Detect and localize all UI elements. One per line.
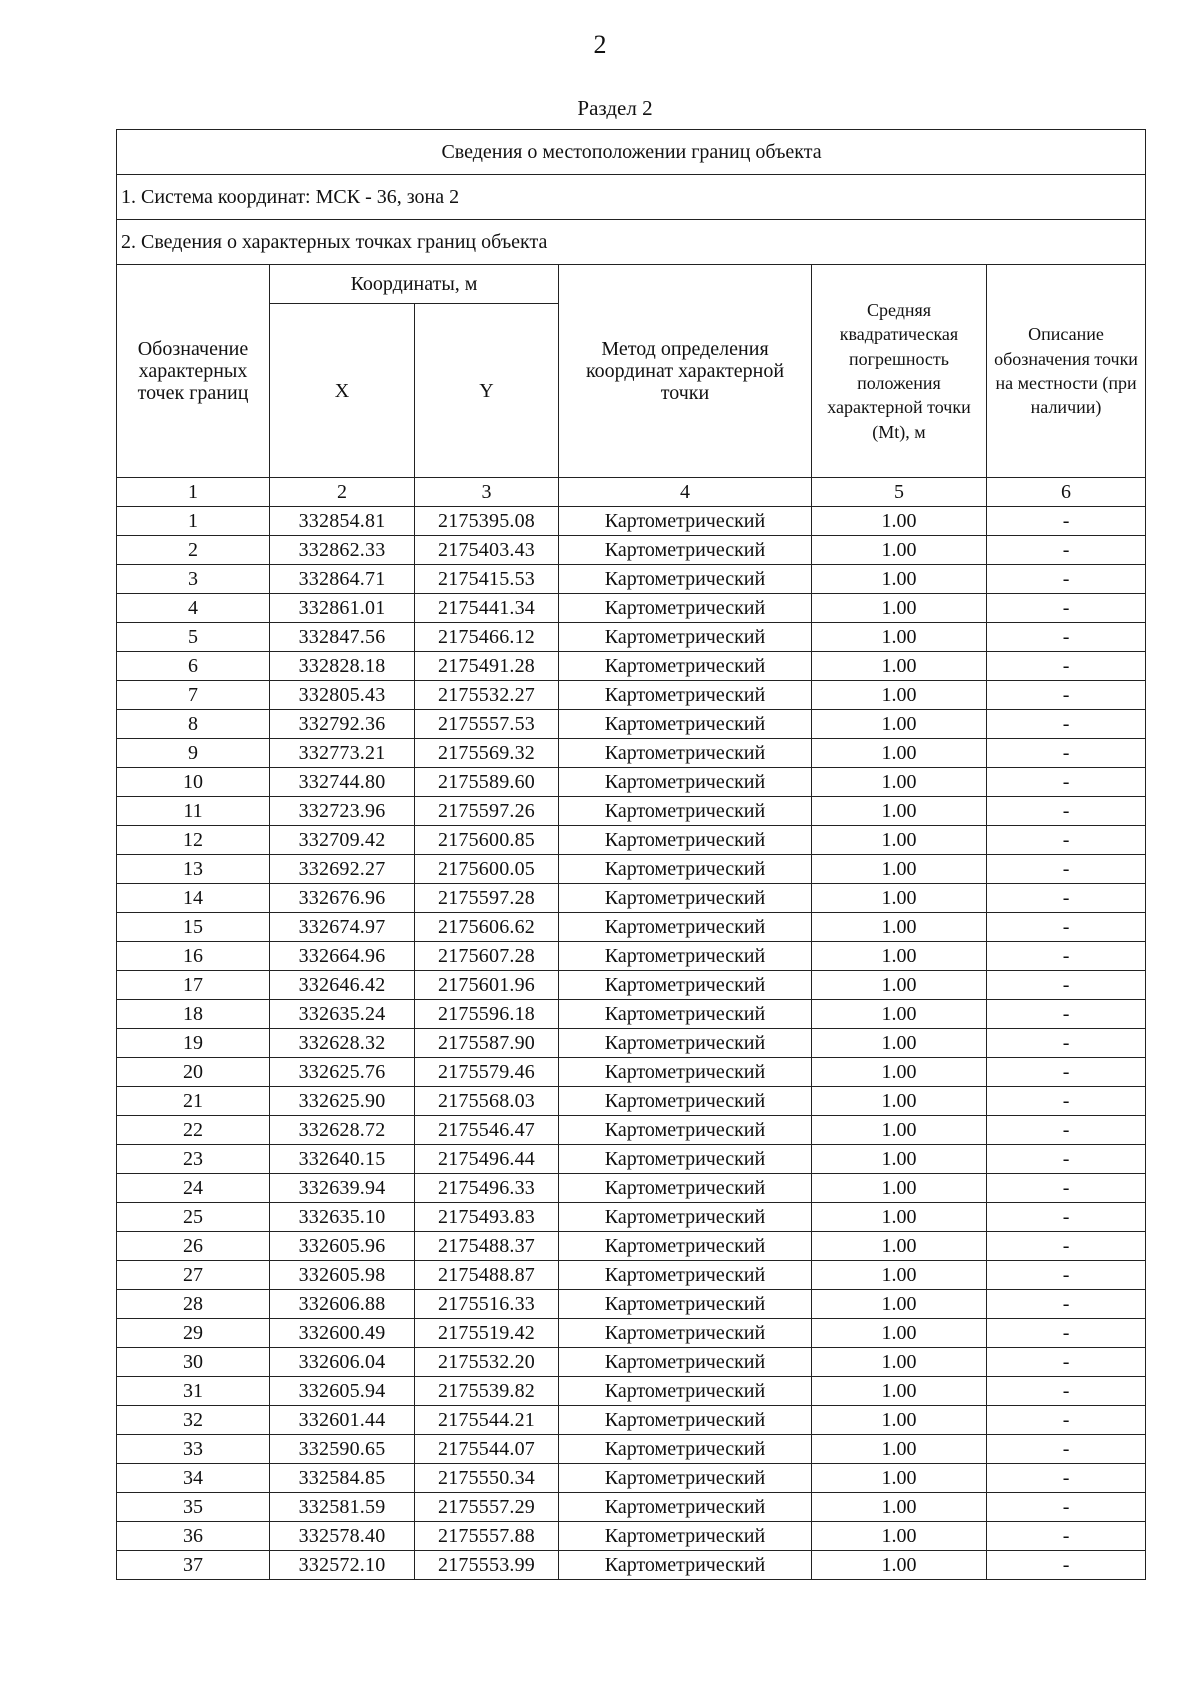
table-row <box>117 710 1146 739</box>
coordinate-y: 2175568.03 <box>415 1087 559 1116</box>
accuracy-cell: 1.00 <box>812 1551 987 1580</box>
accuracy-cell: 1.00 <box>812 1174 987 1203</box>
coordinate-x: 332578.40 <box>270 1522 415 1551</box>
description-cell: - <box>987 1522 1146 1551</box>
coordinate-x: 332692.27 <box>270 855 415 884</box>
table-row <box>117 1058 1146 1087</box>
coordinate-y: 2175606.62 <box>415 913 559 942</box>
table-row <box>117 1174 1146 1203</box>
table-row <box>117 1203 1146 1232</box>
point-number: 4 <box>117 594 270 623</box>
method-cell: Картометрический <box>559 652 812 681</box>
accuracy-cell: 1.00 <box>812 913 987 942</box>
coordinate-y: 2175589.60 <box>415 768 559 797</box>
method-cell: Картометрический <box>559 594 812 623</box>
table-row <box>117 1319 1146 1348</box>
description-cell: - <box>987 797 1146 826</box>
point-number: 31 <box>117 1377 270 1406</box>
accuracy-cell: 1.00 <box>812 1145 987 1174</box>
description-cell: - <box>987 739 1146 768</box>
point-number: 10 <box>117 768 270 797</box>
description-cell: - <box>987 1348 1146 1377</box>
method-cell: Картометрический <box>559 1029 812 1058</box>
accuracy-cell: 1.00 <box>812 1029 987 1058</box>
boundary-points-table <box>116 129 1146 1580</box>
method-cell: Картометрический <box>559 1058 812 1087</box>
coordinate-x: 332581.59 <box>270 1493 415 1522</box>
point-number: 36 <box>117 1522 270 1551</box>
coordinate-y: 2175544.21 <box>415 1406 559 1435</box>
coordinate-y: 2175546.47 <box>415 1116 559 1145</box>
description-cell: - <box>987 623 1146 652</box>
coordinate-y: 2175519.42 <box>415 1319 559 1348</box>
coordinate-y: 2175415.53 <box>415 565 559 594</box>
accuracy-cell: 1.00 <box>812 681 987 710</box>
method-cell: Картометрический <box>559 623 812 652</box>
accuracy-cell: 1.00 <box>812 594 987 623</box>
point-number: 24 <box>117 1174 270 1203</box>
method-cell: Картометрический <box>559 1000 812 1029</box>
accuracy-cell: 1.00 <box>812 797 987 826</box>
accuracy-cell: 1.00 <box>812 1435 987 1464</box>
accuracy-cell: 1.00 <box>812 1464 987 1493</box>
accuracy-cell: 1.00 <box>812 507 987 536</box>
method-cell: Картометрический <box>559 536 812 565</box>
coordinate-x: 332601.44 <box>270 1406 415 1435</box>
method-cell: Картометрический <box>559 1232 812 1261</box>
coordinate-y: 2175544.07 <box>415 1435 559 1464</box>
table-title-row <box>117 130 1146 175</box>
description-cell: - <box>987 1145 1146 1174</box>
header-row-1 <box>117 265 1146 304</box>
coordinate-x: 332792.36 <box>270 710 415 739</box>
table-row <box>117 739 1146 768</box>
table-title: Сведения о местоположении границ объекта <box>117 130 1146 175</box>
description-cell: - <box>987 1493 1146 1522</box>
accuracy-cell: 1.00 <box>812 884 987 913</box>
description-cell: - <box>987 507 1146 536</box>
point-number: 13 <box>117 855 270 884</box>
header-y: Y <box>415 304 559 478</box>
description-cell: - <box>987 1029 1146 1058</box>
coordinate-x: 332773.21 <box>270 739 415 768</box>
coordinate-x: 332864.71 <box>270 565 415 594</box>
coordinate-y: 2175601.96 <box>415 971 559 1000</box>
point-number: 17 <box>117 971 270 1000</box>
coordinate-y: 2175532.20 <box>415 1348 559 1377</box>
accuracy-cell: 1.00 <box>812 1000 987 1029</box>
method-cell: Картометрический <box>559 1174 812 1203</box>
method-cell: Картометрический <box>559 1319 812 1348</box>
coordinate-x: 332572.10 <box>270 1551 415 1580</box>
accuracy-cell: 1.00 <box>812 623 987 652</box>
method-cell: Картометрический <box>559 1087 812 1116</box>
accuracy-cell: 1.00 <box>812 739 987 768</box>
accuracy-cell: 1.00 <box>812 1058 987 1087</box>
table-row <box>117 594 1146 623</box>
accuracy-cell: 1.00 <box>812 536 987 565</box>
table-row <box>117 942 1146 971</box>
column-number: 5 <box>812 478 987 507</box>
coordinate-x: 332605.96 <box>270 1232 415 1261</box>
accuracy-cell: 1.00 <box>812 1406 987 1435</box>
description-cell: - <box>987 536 1146 565</box>
accuracy-cell: 1.00 <box>812 1348 987 1377</box>
point-number: 28 <box>117 1290 270 1319</box>
point-number: 8 <box>117 710 270 739</box>
description-cell: - <box>987 1290 1146 1319</box>
points-heading: 2. Сведения о характерных точках границ объекта <box>117 220 1146 265</box>
description-cell: - <box>987 1377 1146 1406</box>
coordinate-y: 2175516.33 <box>415 1290 559 1319</box>
description-cell: - <box>987 768 1146 797</box>
coordinate-x: 332861.01 <box>270 594 415 623</box>
coordinate-y: 2175600.85 <box>415 826 559 855</box>
accuracy-cell: 1.00 <box>812 1319 987 1348</box>
coordinate-x: 332676.96 <box>270 884 415 913</box>
point-number: 12 <box>117 826 270 855</box>
method-cell: Картометрический <box>559 884 812 913</box>
method-cell: Картометрический <box>559 942 812 971</box>
coordinate-y: 2175539.82 <box>415 1377 559 1406</box>
coordinate-y: 2175607.28 <box>415 942 559 971</box>
points-heading-row <box>117 220 1146 265</box>
method-cell: Картометрический <box>559 1406 812 1435</box>
table-row <box>117 507 1146 536</box>
point-number: 15 <box>117 913 270 942</box>
point-number: 22 <box>117 1116 270 1145</box>
table-row <box>117 1464 1146 1493</box>
coordinate-system-row <box>117 175 1146 220</box>
description-cell: - <box>987 681 1146 710</box>
accuracy-cell: 1.00 <box>812 942 987 971</box>
description-cell: - <box>987 565 1146 594</box>
coordinate-x: 332628.72 <box>270 1116 415 1145</box>
coordinate-y: 2175466.12 <box>415 623 559 652</box>
header-description: Описание обозначения точки на местности (при наличии) <box>987 265 1146 478</box>
coordinate-y: 2175597.26 <box>415 797 559 826</box>
table-row <box>117 855 1146 884</box>
table-row <box>117 884 1146 913</box>
method-cell: Картометрический <box>559 710 812 739</box>
method-cell: Картометрический <box>559 1435 812 1464</box>
point-number: 5 <box>117 623 270 652</box>
description-cell: - <box>987 913 1146 942</box>
method-cell: Картометрический <box>559 855 812 884</box>
coordinate-y: 2175403.43 <box>415 536 559 565</box>
table-row <box>117 623 1146 652</box>
coordinate-y: 2175550.34 <box>415 1464 559 1493</box>
accuracy-cell: 1.00 <box>812 1261 987 1290</box>
point-number: 19 <box>117 1029 270 1058</box>
description-cell: - <box>987 710 1146 739</box>
method-cell: Картометрический <box>559 1464 812 1493</box>
table-row <box>117 565 1146 594</box>
table-row <box>117 1377 1146 1406</box>
accuracy-cell: 1.00 <box>812 1232 987 1261</box>
column-number: 6 <box>987 478 1146 507</box>
method-cell: Картометрический <box>559 1290 812 1319</box>
accuracy-cell: 1.00 <box>812 855 987 884</box>
header-method: Метод определения координат характерной точки <box>559 265 812 478</box>
point-number: 7 <box>117 681 270 710</box>
point-number: 32 <box>117 1406 270 1435</box>
coordinate-y: 2175532.27 <box>415 681 559 710</box>
coordinate-x: 332635.24 <box>270 1000 415 1029</box>
table-row <box>117 1522 1146 1551</box>
table-row <box>117 1290 1146 1319</box>
description-cell: - <box>987 652 1146 681</box>
table-row <box>117 826 1146 855</box>
header-x: X <box>270 304 415 478</box>
coordinate-x: 332606.88 <box>270 1290 415 1319</box>
table-row <box>117 768 1146 797</box>
point-number: 3 <box>117 565 270 594</box>
table-row <box>117 1261 1146 1290</box>
description-cell: - <box>987 884 1146 913</box>
coordinate-y: 2175600.05 <box>415 855 559 884</box>
coordinate-y: 2175587.90 <box>415 1029 559 1058</box>
table-row <box>117 1551 1146 1580</box>
coordinate-x: 332606.04 <box>270 1348 415 1377</box>
description-cell: - <box>987 1174 1146 1203</box>
coordinate-x: 332744.80 <box>270 768 415 797</box>
coordinate-x: 332639.94 <box>270 1174 415 1203</box>
coordinate-x: 332584.85 <box>270 1464 415 1493</box>
description-cell: - <box>987 1551 1146 1580</box>
table-row <box>117 1029 1146 1058</box>
accuracy-cell: 1.00 <box>812 652 987 681</box>
point-number: 34 <box>117 1464 270 1493</box>
method-cell: Картометрический <box>559 1522 812 1551</box>
coordinate-y: 2175488.37 <box>415 1232 559 1261</box>
method-cell: Картометрический <box>559 1203 812 1232</box>
description-cell: - <box>987 942 1146 971</box>
point-number: 14 <box>117 884 270 913</box>
table-row <box>117 1406 1146 1435</box>
coordinate-x: 332723.96 <box>270 797 415 826</box>
coordinate-x: 332709.42 <box>270 826 415 855</box>
description-cell: - <box>987 971 1146 1000</box>
coordinate-x: 332646.42 <box>270 971 415 1000</box>
coordinate-y: 2175496.33 <box>415 1174 559 1203</box>
method-cell: Картометрический <box>559 797 812 826</box>
column-number: 4 <box>559 478 812 507</box>
coordinate-x: 332600.49 <box>270 1319 415 1348</box>
accuracy-cell: 1.00 <box>812 1493 987 1522</box>
table-row <box>117 1116 1146 1145</box>
coordinate-y: 2175553.99 <box>415 1551 559 1580</box>
coordinate-x: 332862.33 <box>270 536 415 565</box>
coordinate-x: 332674.97 <box>270 913 415 942</box>
accuracy-cell: 1.00 <box>812 826 987 855</box>
coordinate-y: 2175395.08 <box>415 507 559 536</box>
point-number: 21 <box>117 1087 270 1116</box>
coordinate-x: 332805.43 <box>270 681 415 710</box>
method-cell: Картометрический <box>559 1493 812 1522</box>
coordinate-x: 332605.98 <box>270 1261 415 1290</box>
point-number: 29 <box>117 1319 270 1348</box>
description-cell: - <box>987 1116 1146 1145</box>
coordinate-y: 2175491.28 <box>415 652 559 681</box>
description-cell: - <box>987 1464 1146 1493</box>
accuracy-cell: 1.00 <box>812 1203 987 1232</box>
description-cell: - <box>987 594 1146 623</box>
page-number: 2 <box>593 30 607 59</box>
accuracy-cell: 1.00 <box>812 1087 987 1116</box>
point-number: 33 <box>117 1435 270 1464</box>
table-row <box>117 681 1146 710</box>
method-cell: Картометрический <box>559 1377 812 1406</box>
coordinate-x: 332828.18 <box>270 652 415 681</box>
description-cell: - <box>987 826 1146 855</box>
coordinate-y: 2175557.29 <box>415 1493 559 1522</box>
accuracy-cell: 1.00 <box>812 1377 987 1406</box>
section-title: Раздел 2 <box>577 96 653 120</box>
header-coordinates-group: Координаты, м <box>270 265 559 304</box>
method-cell: Картометрический <box>559 1348 812 1377</box>
coordinate-x: 332628.32 <box>270 1029 415 1058</box>
coordinate-x: 332847.56 <box>270 623 415 652</box>
description-cell: - <box>987 1406 1146 1435</box>
description-cell: - <box>987 1319 1146 1348</box>
table-row <box>117 913 1146 942</box>
table-row <box>117 1000 1146 1029</box>
column-number: 2 <box>270 478 415 507</box>
table-row <box>117 536 1146 565</box>
accuracy-cell: 1.00 <box>812 1290 987 1319</box>
header-accuracy: Средняя квадратическая погрешность положения характерной точки (Mt), м <box>812 265 987 478</box>
coordinate-y: 2175557.53 <box>415 710 559 739</box>
coordinate-y: 2175579.46 <box>415 1058 559 1087</box>
point-number: 37 <box>117 1551 270 1580</box>
coordinate-y: 2175441.34 <box>415 594 559 623</box>
method-cell: Картометрический <box>559 1551 812 1580</box>
point-number: 23 <box>117 1145 270 1174</box>
table-row <box>117 971 1146 1000</box>
method-cell: Картометрический <box>559 565 812 594</box>
point-number: 11 <box>117 797 270 826</box>
accuracy-cell: 1.00 <box>812 768 987 797</box>
point-number: 9 <box>117 739 270 768</box>
description-cell: - <box>987 855 1146 884</box>
coordinate-y: 2175597.28 <box>415 884 559 913</box>
coordinate-x: 332605.94 <box>270 1377 415 1406</box>
method-cell: Картометрический <box>559 1116 812 1145</box>
accuracy-cell: 1.00 <box>812 971 987 1000</box>
coordinate-x: 332625.76 <box>270 1058 415 1087</box>
method-cell: Картометрический <box>559 913 812 942</box>
point-number: 16 <box>117 942 270 971</box>
method-cell: Картометрический <box>559 1261 812 1290</box>
coordinate-y: 2175496.44 <box>415 1145 559 1174</box>
point-number: 1 <box>117 507 270 536</box>
point-number: 30 <box>117 1348 270 1377</box>
point-number: 26 <box>117 1232 270 1261</box>
table-row <box>117 1232 1146 1261</box>
table-row <box>117 1087 1146 1116</box>
coordinate-y: 2175596.18 <box>415 1000 559 1029</box>
description-cell: - <box>987 1261 1146 1290</box>
accuracy-cell: 1.00 <box>812 710 987 739</box>
point-number: 27 <box>117 1261 270 1290</box>
coordinate-y: 2175488.87 <box>415 1261 559 1290</box>
description-cell: - <box>987 1087 1146 1116</box>
method-cell: Картометрический <box>559 971 812 1000</box>
method-cell: Картометрический <box>559 826 812 855</box>
table-row <box>117 1348 1146 1377</box>
coordinate-x: 332664.96 <box>270 942 415 971</box>
column-number-row <box>117 478 1146 507</box>
method-cell: Картометрический <box>559 768 812 797</box>
description-cell: - <box>987 1058 1146 1087</box>
coordinate-x: 332590.65 <box>270 1435 415 1464</box>
coordinate-x: 332640.15 <box>270 1145 415 1174</box>
column-number: 3 <box>415 478 559 507</box>
table-row <box>117 1493 1146 1522</box>
coordinate-x: 332635.10 <box>270 1203 415 1232</box>
coordinate-x: 332625.90 <box>270 1087 415 1116</box>
column-number: 1 <box>117 478 270 507</box>
coordinate-x: 332854.81 <box>270 507 415 536</box>
method-cell: Картометрический <box>559 681 812 710</box>
method-cell: Картометрический <box>559 1145 812 1174</box>
header-designation: Обозначение характерных точек границ <box>117 265 270 478</box>
description-cell: - <box>987 1000 1146 1029</box>
table-row <box>117 797 1146 826</box>
table-row <box>117 1145 1146 1174</box>
table-row <box>117 652 1146 681</box>
point-number: 6 <box>117 652 270 681</box>
coordinate-system: 1. Система координат: МСК - 36, зона 2 <box>117 175 1146 220</box>
point-number: 25 <box>117 1203 270 1232</box>
accuracy-cell: 1.00 <box>812 1116 987 1145</box>
point-number: 18 <box>117 1000 270 1029</box>
coordinate-y: 2175569.32 <box>415 739 559 768</box>
point-number: 35 <box>117 1493 270 1522</box>
description-cell: - <box>987 1232 1146 1261</box>
point-number: 2 <box>117 536 270 565</box>
coordinate-y: 2175557.88 <box>415 1522 559 1551</box>
coordinate-y: 2175493.83 <box>415 1203 559 1232</box>
description-cell: - <box>987 1203 1146 1232</box>
accuracy-cell: 1.00 <box>812 1522 987 1551</box>
accuracy-cell: 1.00 <box>812 565 987 594</box>
description-cell: - <box>987 1435 1146 1464</box>
point-number: 20 <box>117 1058 270 1087</box>
table-row <box>117 1435 1146 1464</box>
method-cell: Картометрический <box>559 739 812 768</box>
method-cell: Картометрический <box>559 507 812 536</box>
